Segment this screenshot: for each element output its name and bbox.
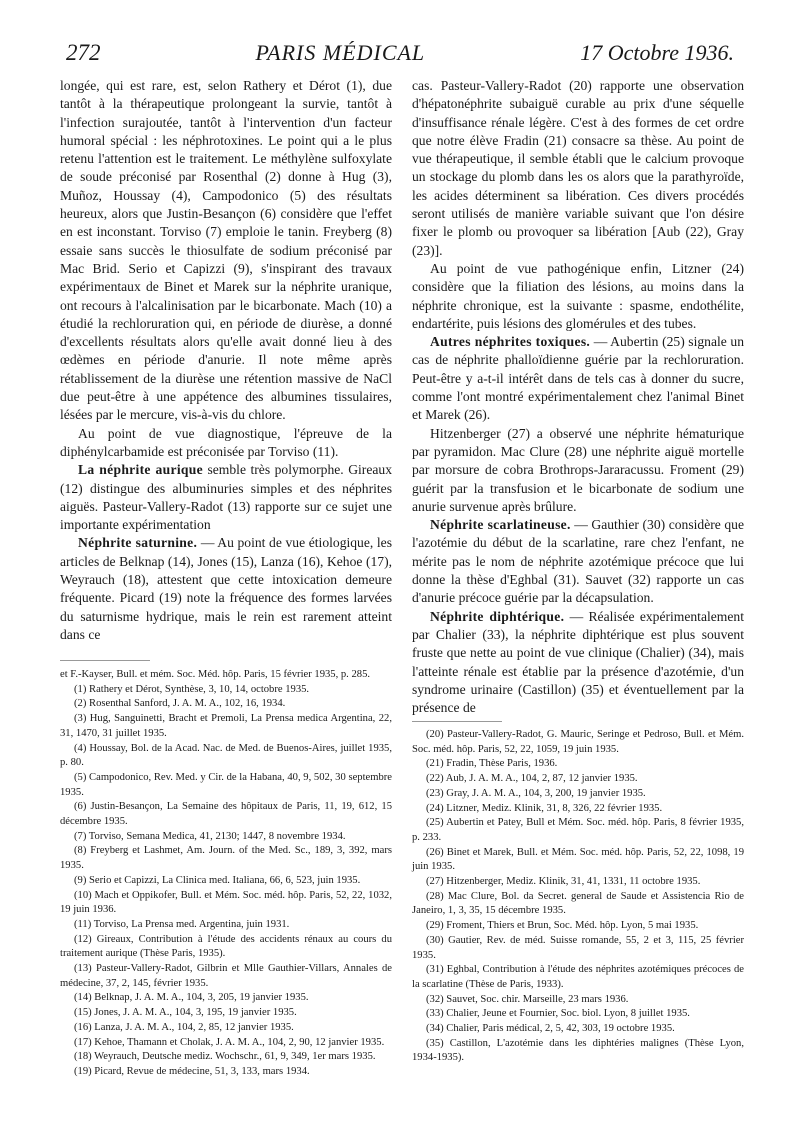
right-references [412,728,744,1066]
reference: (7) Torviso, Semana Medica, 41, 2130; 1447, 8 novembre 1934. [74,830,346,842]
reference: (15) Jones, J. A. M. A., 104, 3, 195, 19 janvier 1935. [74,1007,297,1019]
page-header [66,40,734,72]
left-column-body [60,77,392,644]
reference: (26) Binet et Marek, Bull. et Mém. Soc. méd. hôp. Paris, 52, 22, 1098, 19 juin 1935. [412,846,744,873]
paragraph [60,461,392,534]
paragraph [412,260,744,333]
paragraph-text: Hitzenberger (27) a observé une néphrite hématurique par pyramidon. Mac Clure (28) une néphrite aiguë mortelle par morsure de cobra Brothrops-Jararacussu. Froment (29) guérit par la transfusion et le bicarbonate de sodium une anurie survenue après brûlure. [412,425,744,514]
journal-title: PARIS MÉDICAL [255,40,426,65]
reference: (27) Hitzenberger, Mediz. Klinik, 31, 41, 1331, 11 octobre 1935. [426,876,701,888]
paragraph-text: longée, qui est rare, est, selon Rathery et Dérot (1), due tantôt à la thérapeutique prolongeant la survie, tantôt à l'infection surajoutée, tantôt à l'intervention d'un facteur humoral spécial : les néphrotoxines. Le point qui a le plus retenu l'attention est le traitement. Le méthylène sulfoxylate de soude préconisé par Rosenthal (2) donne à Hug (3), Muñoz, Houssay (4), Campodonico (5) des résultats heureux, alors que Justin-Besançon (6) considère que l'effet en est inconstant. Torviso (7) emploie le tanin. Freyberg (8) essaie sans succès le thiosulfate de sodium préconisé par Mac Brid. Serio et Capizzi (9), s'inspirant des travaux expérimentaux de Binet et Marek sur la néphrite uranique, ont recours à l'alcalinisation par le bicarbonate. Mach (10) a étudié la rechloruration qui, en période de diurèse, a donné d'excellents résultats alors qu'elle avait donné lieu à des œdèmes en période d'anurie. Il note même après rétablissement de la diurèse une rétention massive de NaCl due peut-être à une appétence des albumines tissulaires, lésées par le mercure, vis-à-vis du chlore. [60,78,392,423]
reference: (33) Chalier, Jeune et Fournier, Soc. biol. Lyon, 8 juillet 1935. [426,1008,690,1020]
paragraph [412,608,744,718]
paragraph-text: semble très polymorphe. Gireaux (12) distingue des albuminuries simples et des néphrites aiguës. Pasteur-Vallery-Radot (13) rapporte sur ce sujet une importante expérimentation [60,462,392,533]
reference: (3) Hug, Sanguinetti, Bracht et Premoli, La Prensa medica Argentina, 22, 31, 1470, 31 juillet 1935. [60,713,392,739]
reference: (16) Lanza, J. A. M. A., 104, 2, 85, 12 janvier 1935. [74,1021,294,1033]
reference: (6) Justin-Besançon, La Semaine des hôpitaux de Paris, 11, 19, 612, 15 décembre 1935. [60,801,392,828]
paragraph-text: — Au point de vue étiologique, les articles de Belknap (14), Jones (15), Lanza (16), Kehoe (17), Weyrauch (18), attestent que cette intoxication demeure fréquente. Picard (19) note la fréquence des formes larvées du saturnisme hydrique, mais le rein est rarement atteint dans ce [60,535,392,642]
reference: (9) Serio et Capizzi, La Clinica med. Italiana, 66, 6, 523, juin 1935. [74,874,361,886]
section-heading: La néphrite aurique [78,462,203,478]
footnote-divider [412,721,502,722]
section-heading: Néphrite scarlatineuse. [430,517,571,533]
paragraph [412,425,744,516]
reference: (14) Belknap, J. A. M. A., 104, 3, 205, 19 janvier 1935. [74,992,309,1004]
paragraph [60,77,392,425]
reference: (18) Weyrauch, Deutsche mediz. Wochschr., 61, 9, 349, 1er mars 1935. [74,1051,376,1063]
reference: (28) Mac Clure, Bol. da Secret. general de Saude et Assistencia Rio de Janeiro, 1, 3, 35, 15 décembre 1935. [412,890,744,917]
reference: (17) Kehoe, Thamann et Cholak, J. A. M. A., 104, 2, 90, 12 janvier 1935. [74,1036,385,1048]
paragraph [412,77,744,260]
right-column-body [412,77,744,717]
reference: (30) Gautier, Rev. de méd. Suisse romande, 55, 2 et 3, 115, 25 février 1935. [412,934,744,961]
reference: (4) Houssay, Bol. de la Acad. Nac. de Med. de Buenos-Aires, juillet 1935, p. 80. [60,742,392,769]
paragraph-text: Au point de vue diagnostique, l'épreuve de la diphénylcarbamide est préconisée par Torviso (11). [60,425,392,459]
reference: (2) Rosenthal Sanford, J. A. M. A., 102, 16, 1934. [74,698,286,710]
reference: (5) Campodonico, Rev. Med. y Cir. de la Habana, 40, 9, 502, 30 septembre 1935. [60,771,392,798]
paragraph-text: Au point de vue pathogénique enfin, Litzner (24) considère que la filiation des lésions, au moins dans la néphrite chronique, est la suivante : spasme, endothélite, endartérite, puis lésions des glomérules et des tubes. [412,260,744,331]
section-heading: Autres néphrites toxiques. [430,334,591,350]
reference: (25) Aubertin et Patey, Bull et Mém. Soc. méd. hôp. Paris, 8 février 1935, p. 233. [412,817,744,843]
reference: (29) Froment, Thiers et Brun, Soc. Méd. hôp. Lyon, 5 mai 1935. [426,920,699,932]
reference: (35) Castillon, L'azotémie dans les diphtéries malignes (Thèse Lyon, 1934-1935). [412,1037,744,1064]
paragraph-text: — Aubertin (25) signale un cas de néphrite phalloïdienne guérie par la rechloruration. Peut-être y a-t-il intérêt dans de tels cas à donner du sucre, comme l'ont montré expérimentalement chez l'animal Binet et Marek (26). [412,334,744,423]
reference: (8) Freyberg et Lashmet, Am. Journ. of the Med. Sc., 189, 3, 392, mars 1935. [60,845,392,872]
issue-date: 17 Octobre 1936. [580,40,734,65]
reference: (10) Mach et Oppikofer, Bull. et Mém. Soc. méd. hôp. Paris, 52, 22, 1032, 19 juin 1936. [60,889,392,916]
reference: (1) Rathery et Dérot, Synthèse, 3, 10, 14, octobre 1935. [74,683,310,695]
reference: (34) Chalier, Paris médical, 2, 5, 42, 303, 19 octobre 1935. [426,1023,675,1035]
paragraph [60,425,392,462]
paragraph [60,534,392,644]
footnote-divider [60,660,150,661]
left-references [60,668,392,1080]
reference: (19) Picard, Revue de médecine, 51, 3, 133, mars 1934. [74,1065,310,1077]
section-heading: Néphrite saturnine. [78,535,198,551]
paragraph-text: cas. Pasteur-Vallery-Radot (20) rapporte une observation d'hépatonéphrite subaiguë curable au prix d'une séquelle d'insuffisance rénale légère. C'est à des formes de cet ordre que notre élève Fradin (21) consacre sa thèse. Au point de vue thérapeutique, il semble établi que le calcium provoque un stockage du plomb dans les os alors que la parathyroïde, les acides déterminent sa libération. Ces divers procédés seront utilisés de manière variable suivant que l'on désire fixer le plomb ou provoquer sa libération [Aub (22), Gray (23)]. [412,78,744,258]
paragraph [412,516,744,607]
reference: (12) Gireaux, Contribution à l'étude des accidents rénaux au cours du traitement aurique (Thèse Paris, 1935). [60,933,392,960]
reference: (21) Fradin, Thèse Paris, 1936. [426,758,558,770]
page-number: 272 [66,40,101,65]
reference: (31) Eghbal, Contribution à l'étude des néphrites azotémiques précoces de la scarlatine (Thèse de Paris, 1933). [412,964,744,990]
paragraph-text: — Réalisée expérimentalement par Chalier (33), la néphrite diphtérique est plus souvent fruste que nette au point de vue clinique (Chalier) (34), mais l'atteinte rénale est établie par la présence d'azotémie, d'un syndrome urinaire (Castillon) (35) et éventuellement par la présence de [412,608,744,716]
reference: (23) Gray, J. A. M. A., 104, 3, 200, 19 janvier 1935. [426,787,646,799]
paragraph-text: — Gauthier (30) considère que l'azotémie du début de la scarlatine, rare chez l'enfant, ne mérite pas le nom de néphrite azotémique précoce que lui donne la thèse d'Eghbal (31). Sauvet (32) rapporte un cas d'anurie précoce guérie par la décapsulation. [412,517,744,606]
reference: (24) Litzner, Mediz. Klinik, 31, 8, 326, 22 février 1935. [426,802,663,814]
reference: et F.-Kayser, Bull. et mém. Soc. Méd. hôp. Paris, 15 février 1935, p. 285. [60,669,371,680]
reference: (22) Aub, J. A. M. A., 104, 2, 87, 12 janvier 1935. [426,773,638,785]
reference: (20) Pasteur-Vallery-Radot, G. Mauric, Seringe et Pedroso, Bull. et Mém. Soc. méd. hôp. Paris, 52, 22, 1059, 19 juin 1935. [412,729,744,755]
reference: (11) Torviso, La Prensa med. Argentina, juin 1931. [74,918,290,930]
reference: (13) Pasteur-Vallery-Radot, Gilbrin et Mlle Gauthier-Villars, Annales de médecine, 37, 2, 145, février 1935. [60,963,392,989]
paragraph [412,333,744,424]
reference: (32) Sauvet, Soc. chir. Marseille, 23 mars 1936. [426,993,629,1005]
section-heading: Néphrite diphtérique. [430,608,565,624]
